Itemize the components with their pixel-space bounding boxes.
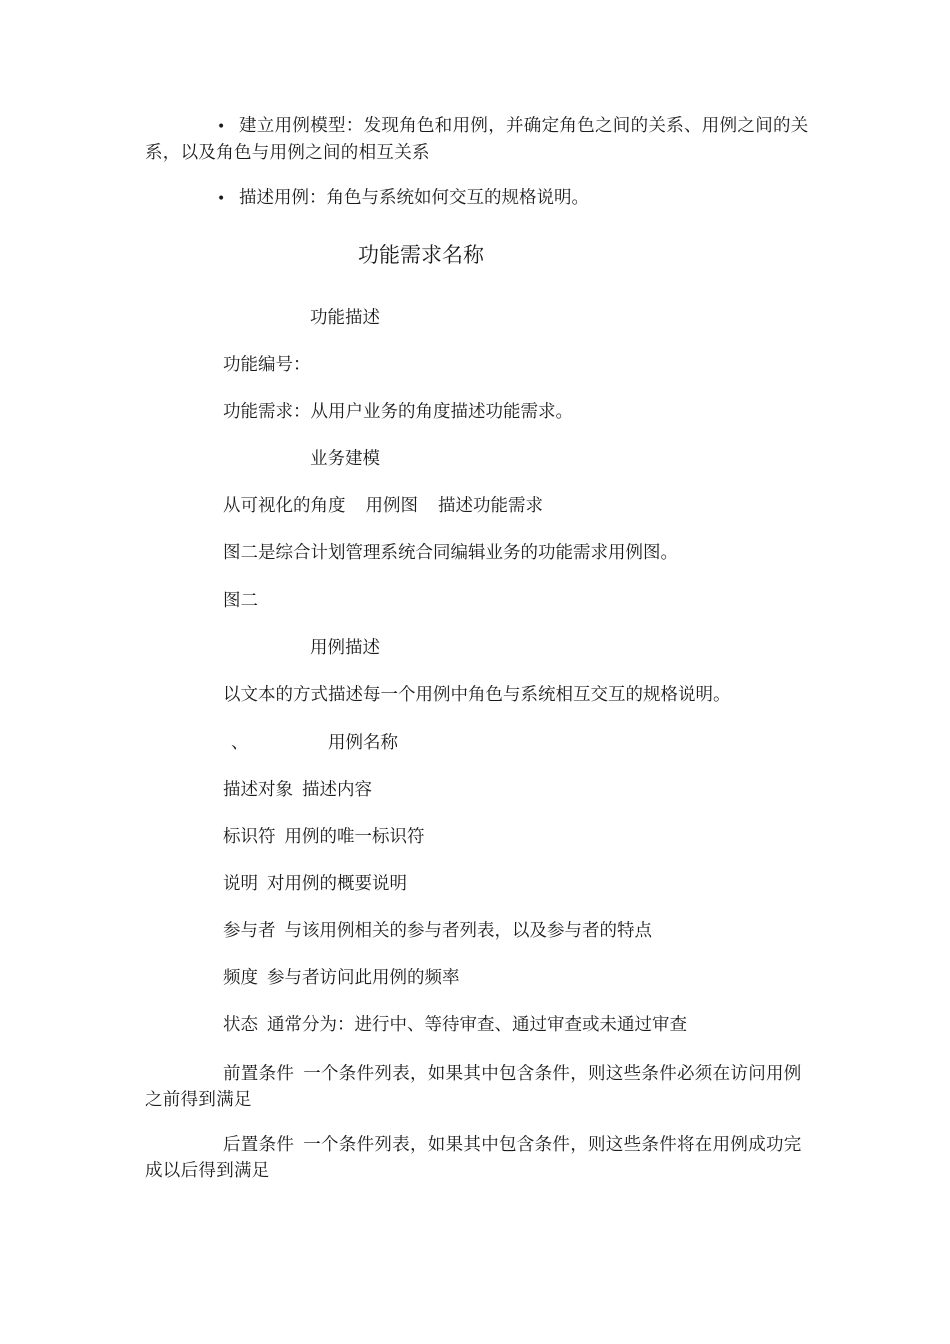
figure-label: 图二 xyxy=(223,591,258,611)
func-number-label: 功能编号： xyxy=(223,355,311,375)
table-row xyxy=(223,871,407,897)
row-key: 参与者 xyxy=(223,921,276,941)
visual-part-2: 用例图 xyxy=(365,496,418,516)
visual-part-1: 从可视化的角度 xyxy=(223,496,346,516)
bullet-text: 描述用例：角色与系统如何交互的规格说明。 xyxy=(239,188,589,208)
row-key: 状态 xyxy=(223,1015,258,1035)
table-row xyxy=(223,1012,687,1038)
table-row xyxy=(223,918,652,944)
visual-part-3: 描述功能需求 xyxy=(438,496,543,516)
section-title: 功能需求名称 xyxy=(358,243,484,267)
bullet-text: 建立用例模型：发现角色和用例，并确定角色之间的关系、用例之间的关系，以及角色与用例之间的相互关系 xyxy=(145,116,809,163)
row-value: 通常分为：进行中、等待审查、通过审查或未通过审查 xyxy=(267,1015,687,1035)
row-value: 参与者访问此用例的频率 xyxy=(267,968,460,988)
usecase-desc-heading: 用例描述 xyxy=(310,638,380,658)
usecase-name-heading: 用例名称 xyxy=(328,733,398,753)
usecase-name-mark: 、 xyxy=(231,733,249,753)
row-value: 对用例的概要说明 xyxy=(267,874,407,894)
row-value: 用例的唯一标识符 xyxy=(284,827,425,847)
table-row xyxy=(223,777,372,803)
bullet-item-usecase-model xyxy=(145,113,815,166)
table-row-precondition xyxy=(145,1061,815,1113)
bullet-dot-icon: • xyxy=(217,119,226,135)
row-value: 一个条件列表，如果其中包含条件，则这些条件必须在访问用例之前得到满足 xyxy=(145,1064,802,1110)
bullet-dot-icon: • xyxy=(217,191,226,207)
func-desc-heading: 功能描述 xyxy=(310,308,380,328)
row-key: 描述对象 xyxy=(223,780,293,800)
row-key: 后置条件 xyxy=(223,1135,295,1155)
row-value: 与该用例相关的参与者列表，以及参与者的特点 xyxy=(284,921,652,941)
func-requirement-text: 功能需求：从用户业务的角度描述功能需求。 xyxy=(223,402,573,422)
row-value: 一个条件列表，如果其中包含条件，则这些条件将在用例成功完成以后得到满足 xyxy=(145,1135,802,1181)
table-row xyxy=(223,824,425,850)
row-value: 描述内容 xyxy=(302,780,372,800)
bullet-item-describe-usecase xyxy=(217,185,589,212)
figure-intro-text: 图二是综合计划管理系统合同编辑业务的功能需求用例图。 xyxy=(223,543,678,563)
row-key: 频度 xyxy=(223,968,258,988)
usecase-desc-text: 以文本的方式描述每一个用例中角色与系统相互交互的规格说明。 xyxy=(223,685,731,705)
row-key: 标识符 xyxy=(223,827,276,847)
business-modeling-heading: 业务建模 xyxy=(310,449,380,469)
table-row xyxy=(223,965,460,991)
visual-description-line xyxy=(223,493,543,519)
row-key: 说明 xyxy=(223,874,258,894)
table-row-postcondition xyxy=(145,1132,815,1184)
row-key: 前置条件 xyxy=(223,1064,295,1084)
